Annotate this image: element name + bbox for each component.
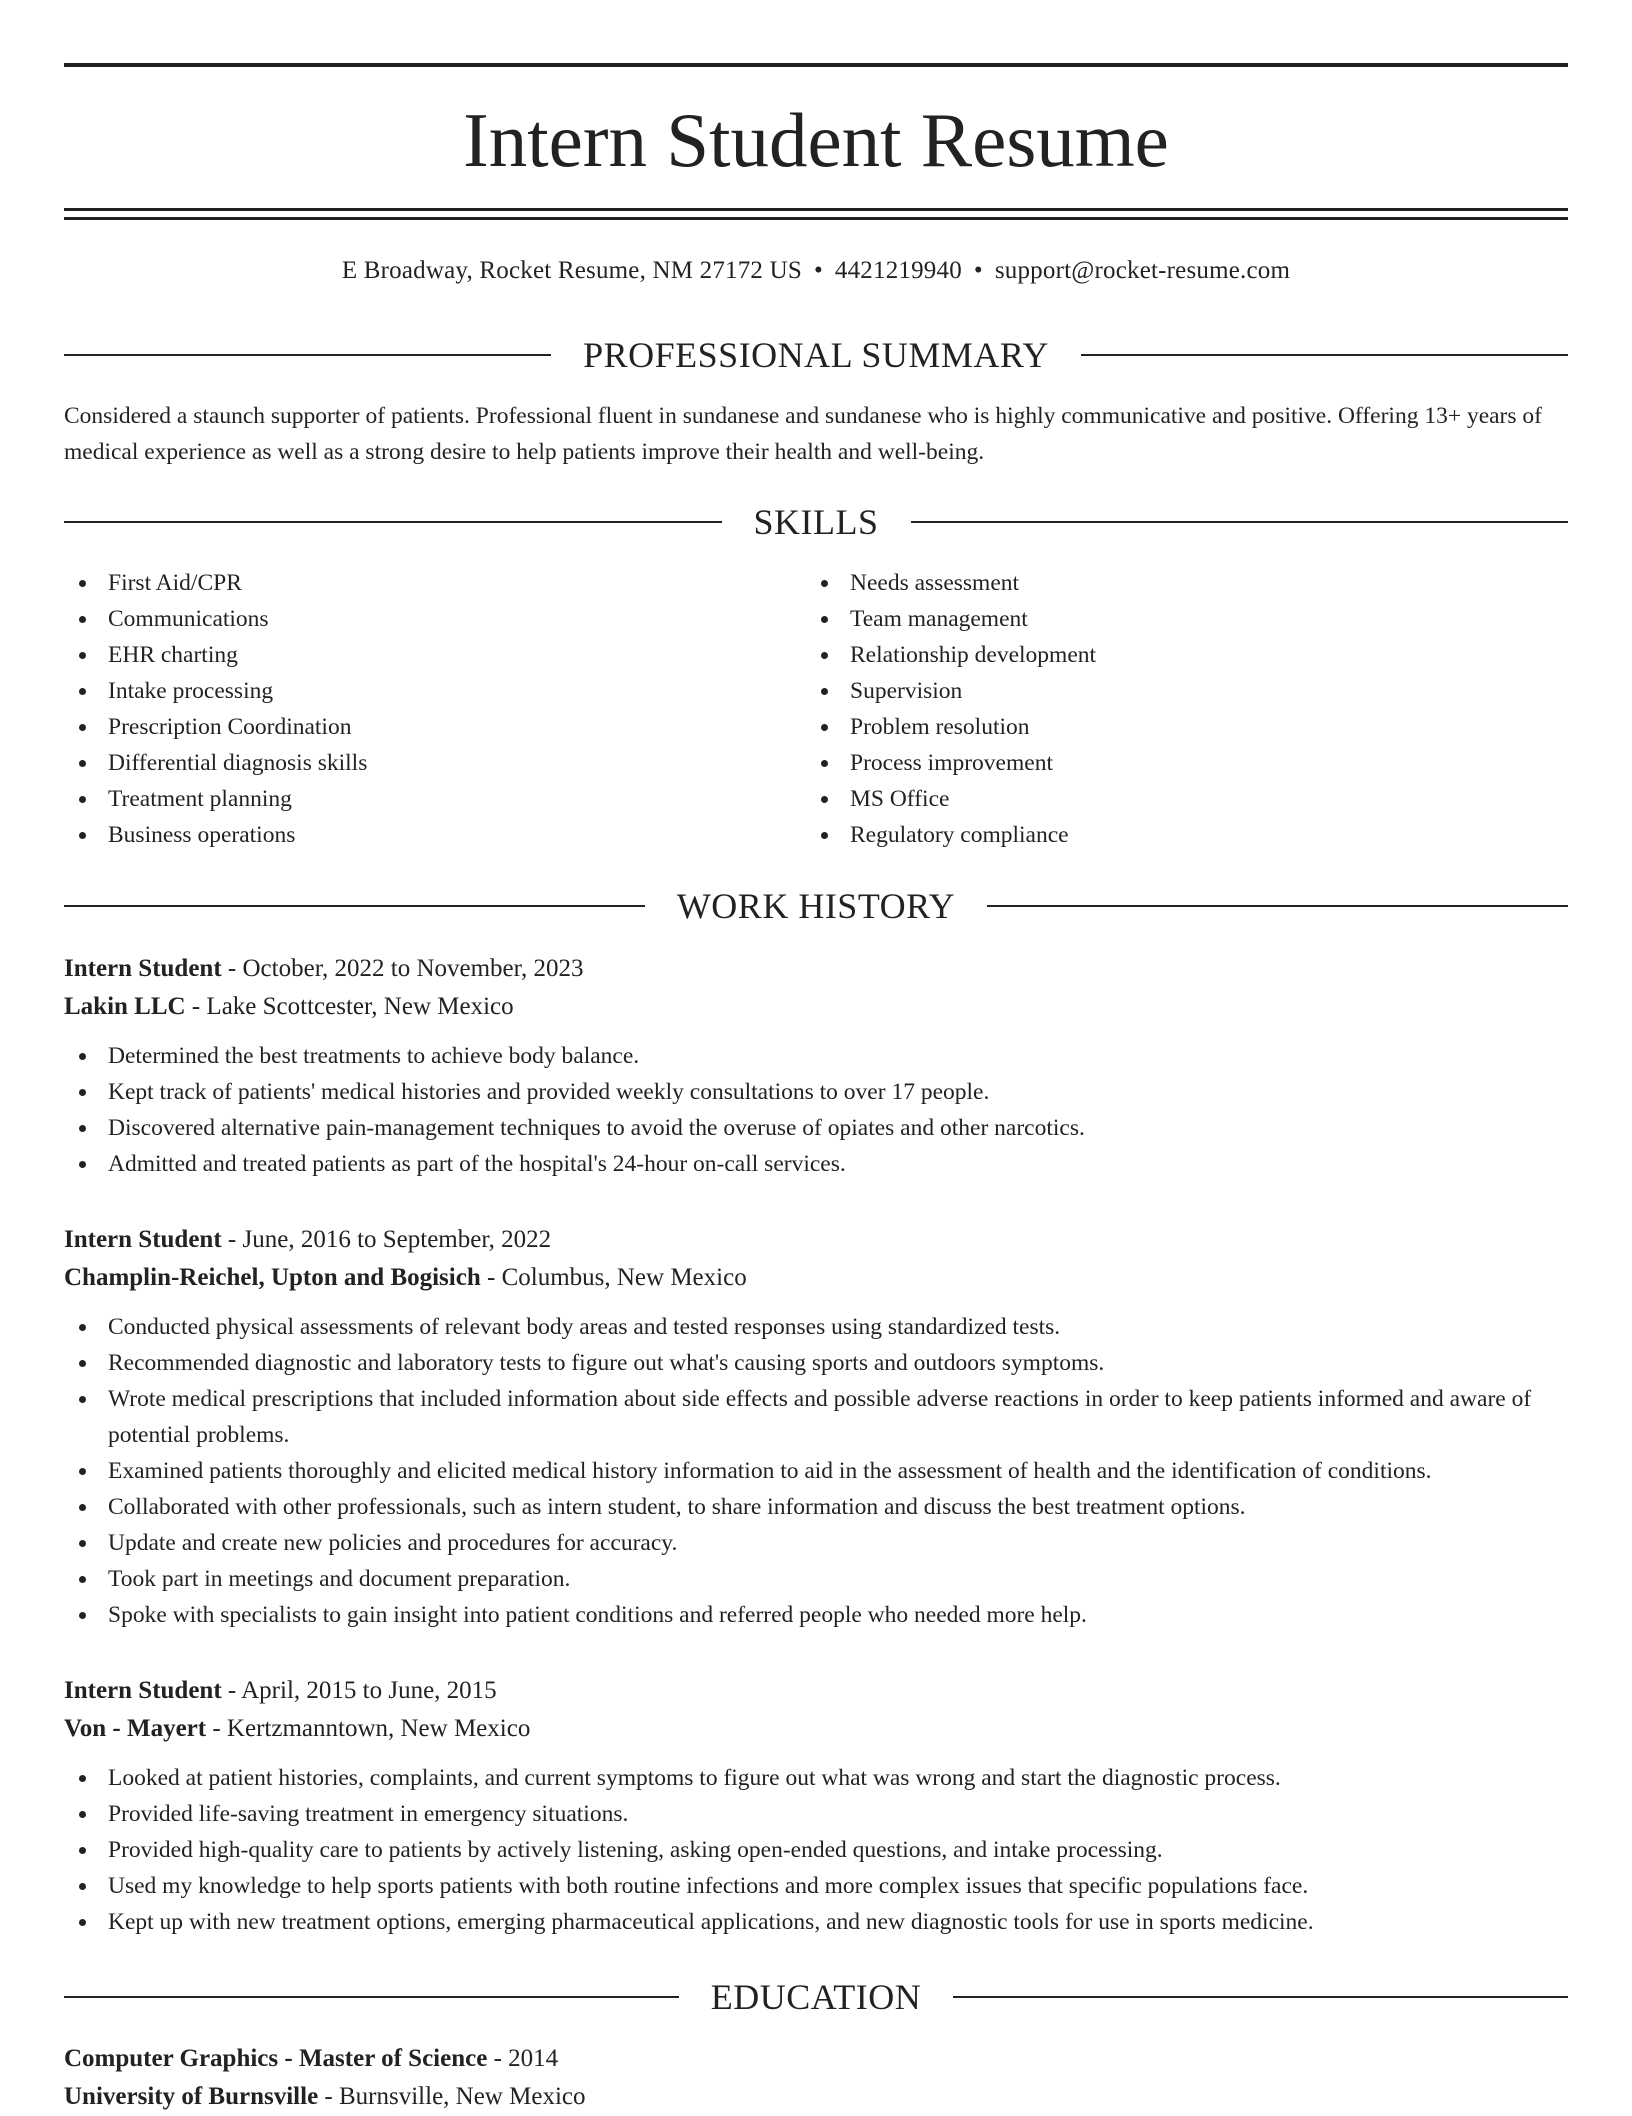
skill-item: Prescription Coordination xyxy=(64,709,764,745)
top-rule xyxy=(64,63,1568,67)
skills-list-left xyxy=(64,565,764,853)
job-entry xyxy=(64,950,1568,1182)
education-year: - 2014 xyxy=(487,2045,559,2072)
job-title-line xyxy=(64,1221,1568,1259)
section-title: PROFESSIONAL SUMMARY xyxy=(583,335,1049,375)
skill-item: Supervision xyxy=(806,673,1506,709)
divider xyxy=(64,354,551,356)
job-entry xyxy=(64,1221,1568,1633)
job-company: Lakin LLC xyxy=(64,993,186,1020)
job-bullet: Update and create new policies and procedures for accuracy. xyxy=(64,1525,1568,1561)
job-company-line xyxy=(64,988,1568,1026)
contact-separator: • xyxy=(973,257,983,284)
skill-item: Communications xyxy=(64,601,764,637)
divider xyxy=(64,521,722,523)
skill-item: Relationship development xyxy=(806,637,1506,673)
skill-item: EHR charting xyxy=(64,637,764,673)
education-school-line xyxy=(64,2078,1568,2116)
section-title: WORK HISTORY xyxy=(676,886,956,926)
job-bullet: Provided life-saving treatment in emergency situations. xyxy=(64,1796,1568,1832)
title-double-rule xyxy=(64,208,1568,220)
job-bullet: Took part in meetings and document preparation. xyxy=(64,1561,1568,1597)
job-company-line xyxy=(64,1259,1568,1297)
divider xyxy=(64,905,645,907)
job-bullet: Wrote medical prescriptions that included information about side effects and possible adverse reactions in order to keep patients informed and aware of potential problems. xyxy=(64,1381,1568,1453)
job-bullet: Spoke with specialists to gain insight into patient conditions and referred people who needed more help. xyxy=(64,1597,1568,1633)
skills-list-right xyxy=(806,565,1506,853)
section-title: EDUCATION xyxy=(710,1977,922,2017)
job-company-line xyxy=(64,1710,1568,1748)
contact-email: support@rocket-resume.com xyxy=(994,257,1291,284)
job-bullet: Collaborated with other professionals, such as intern student, to share information and discuss the best treatment options. xyxy=(64,1489,1568,1525)
section-header-summary xyxy=(64,331,1568,379)
job-bullet: Discovered alternative pain-management techniques to avoid the overuse of opiates and other narcotics. xyxy=(64,1110,1568,1146)
skill-item: Process improvement xyxy=(806,745,1506,781)
job-bullet: Admitted and treated patients as part of the hospital's 24-hour on-call services. xyxy=(64,1146,1568,1182)
job-bullet: Determined the best treatments to achieve body balance. xyxy=(64,1038,1568,1074)
skill-item: First Aid/CPR xyxy=(64,565,764,601)
divider xyxy=(1081,354,1568,356)
job-dates: - April, 2015 to June, 2015 xyxy=(221,1677,497,1704)
section-header-education xyxy=(64,1973,1568,2021)
job-title: Intern Student xyxy=(64,1226,222,1253)
job-location: - Lake Scottcester, New Mexico xyxy=(185,993,514,1020)
job-bullet: Used my knowledge to help sports patients with both routine infections and more complex issues that specific populations face. xyxy=(64,1868,1568,1904)
skill-item: MS Office xyxy=(806,781,1506,817)
contact-line xyxy=(64,254,1568,288)
job-bullets xyxy=(64,1309,1568,1633)
job-bullet: Kept up with new treatment options, emerging pharmaceutical applications, and new diagnostic tools for use in sports medicine. xyxy=(64,1904,1568,1940)
divider xyxy=(64,1996,679,1998)
section-header-skills xyxy=(64,498,1568,546)
education-degree: Computer Graphics - Master of Science xyxy=(64,2045,488,2072)
job-dates: - October, 2022 to November, 2023 xyxy=(221,955,584,982)
skill-item: Needs assessment xyxy=(806,565,1506,601)
skill-item: Problem resolution xyxy=(806,709,1506,745)
skill-item: Differential diagnosis skills xyxy=(64,745,764,781)
job-bullets xyxy=(64,1038,1568,1182)
job-bullet: Looked at patient histories, complaints, and current symptoms to figure out what was wrong and start the diagnostic process. xyxy=(64,1760,1568,1796)
job-dates: - June, 2016 to September, 2022 xyxy=(221,1226,552,1253)
job-bullets xyxy=(64,1760,1568,1940)
job-location: - Kertzmanntown, New Mexico xyxy=(206,1715,531,1742)
skill-item: Team management xyxy=(806,601,1506,637)
job-location: - Columbus, New Mexico xyxy=(480,1264,747,1291)
job-bullet: Recommended diagnostic and laboratory tests to figure out what's causing sports and outdoors symptoms. xyxy=(64,1345,1568,1381)
resume-title: Intern Student Resume xyxy=(463,97,1169,183)
skill-item: Regulatory compliance xyxy=(806,817,1506,853)
contact-separator: • xyxy=(813,257,823,284)
job-bullet: Conducted physical assessments of relevant body areas and tested responses using standardized tests. xyxy=(64,1309,1568,1345)
skill-item: Business operations xyxy=(64,817,764,853)
job-entry xyxy=(64,1672,1568,1940)
job-title-line xyxy=(64,1672,1568,1710)
section-title: SKILLS xyxy=(753,502,879,542)
job-bullet: Provided high-quality care to patients by actively listening, asking open-ended questions, and intake processing. xyxy=(64,1832,1568,1868)
skill-item: Treatment planning xyxy=(64,781,764,817)
education-entry xyxy=(64,2040,1568,2116)
divider xyxy=(953,1996,1568,1998)
divider xyxy=(987,905,1568,907)
section-header-work xyxy=(64,882,1568,930)
job-title: Intern Student xyxy=(64,1677,222,1704)
job-title: Intern Student xyxy=(64,955,222,982)
job-title-line xyxy=(64,950,1568,988)
education-location: - Burnsville, New Mexico xyxy=(318,2083,586,2110)
contact-phone: 4421219940 xyxy=(834,257,962,284)
education-school: University of Burnsville xyxy=(64,2083,319,2110)
education-degree-line xyxy=(64,2040,1568,2078)
skill-item: Intake processing xyxy=(64,673,764,709)
job-bullet: Kept track of patients' medical histories and provided weekly consultations to over 17 people. xyxy=(64,1074,1568,1110)
job-company: Von - Mayert xyxy=(64,1715,207,1742)
job-company: Champlin-Reichel, Upton and Bogisich xyxy=(64,1264,481,1291)
contact-address: E Broadway, Rocket Resume, NM 27172 US xyxy=(341,257,802,284)
summary-text: Considered a staunch supporter of patients. Professional fluent in sundanese and sundanese who is highly communicative and positive. Offering 13+ years of medical experience as well as a strong desire to help patients improve their health and well-being. xyxy=(64,403,1542,465)
divider xyxy=(911,521,1569,523)
job-bullet: Examined patients thoroughly and elicited medical history information to aid in the assessment of health and the identification of conditions. xyxy=(64,1453,1568,1489)
